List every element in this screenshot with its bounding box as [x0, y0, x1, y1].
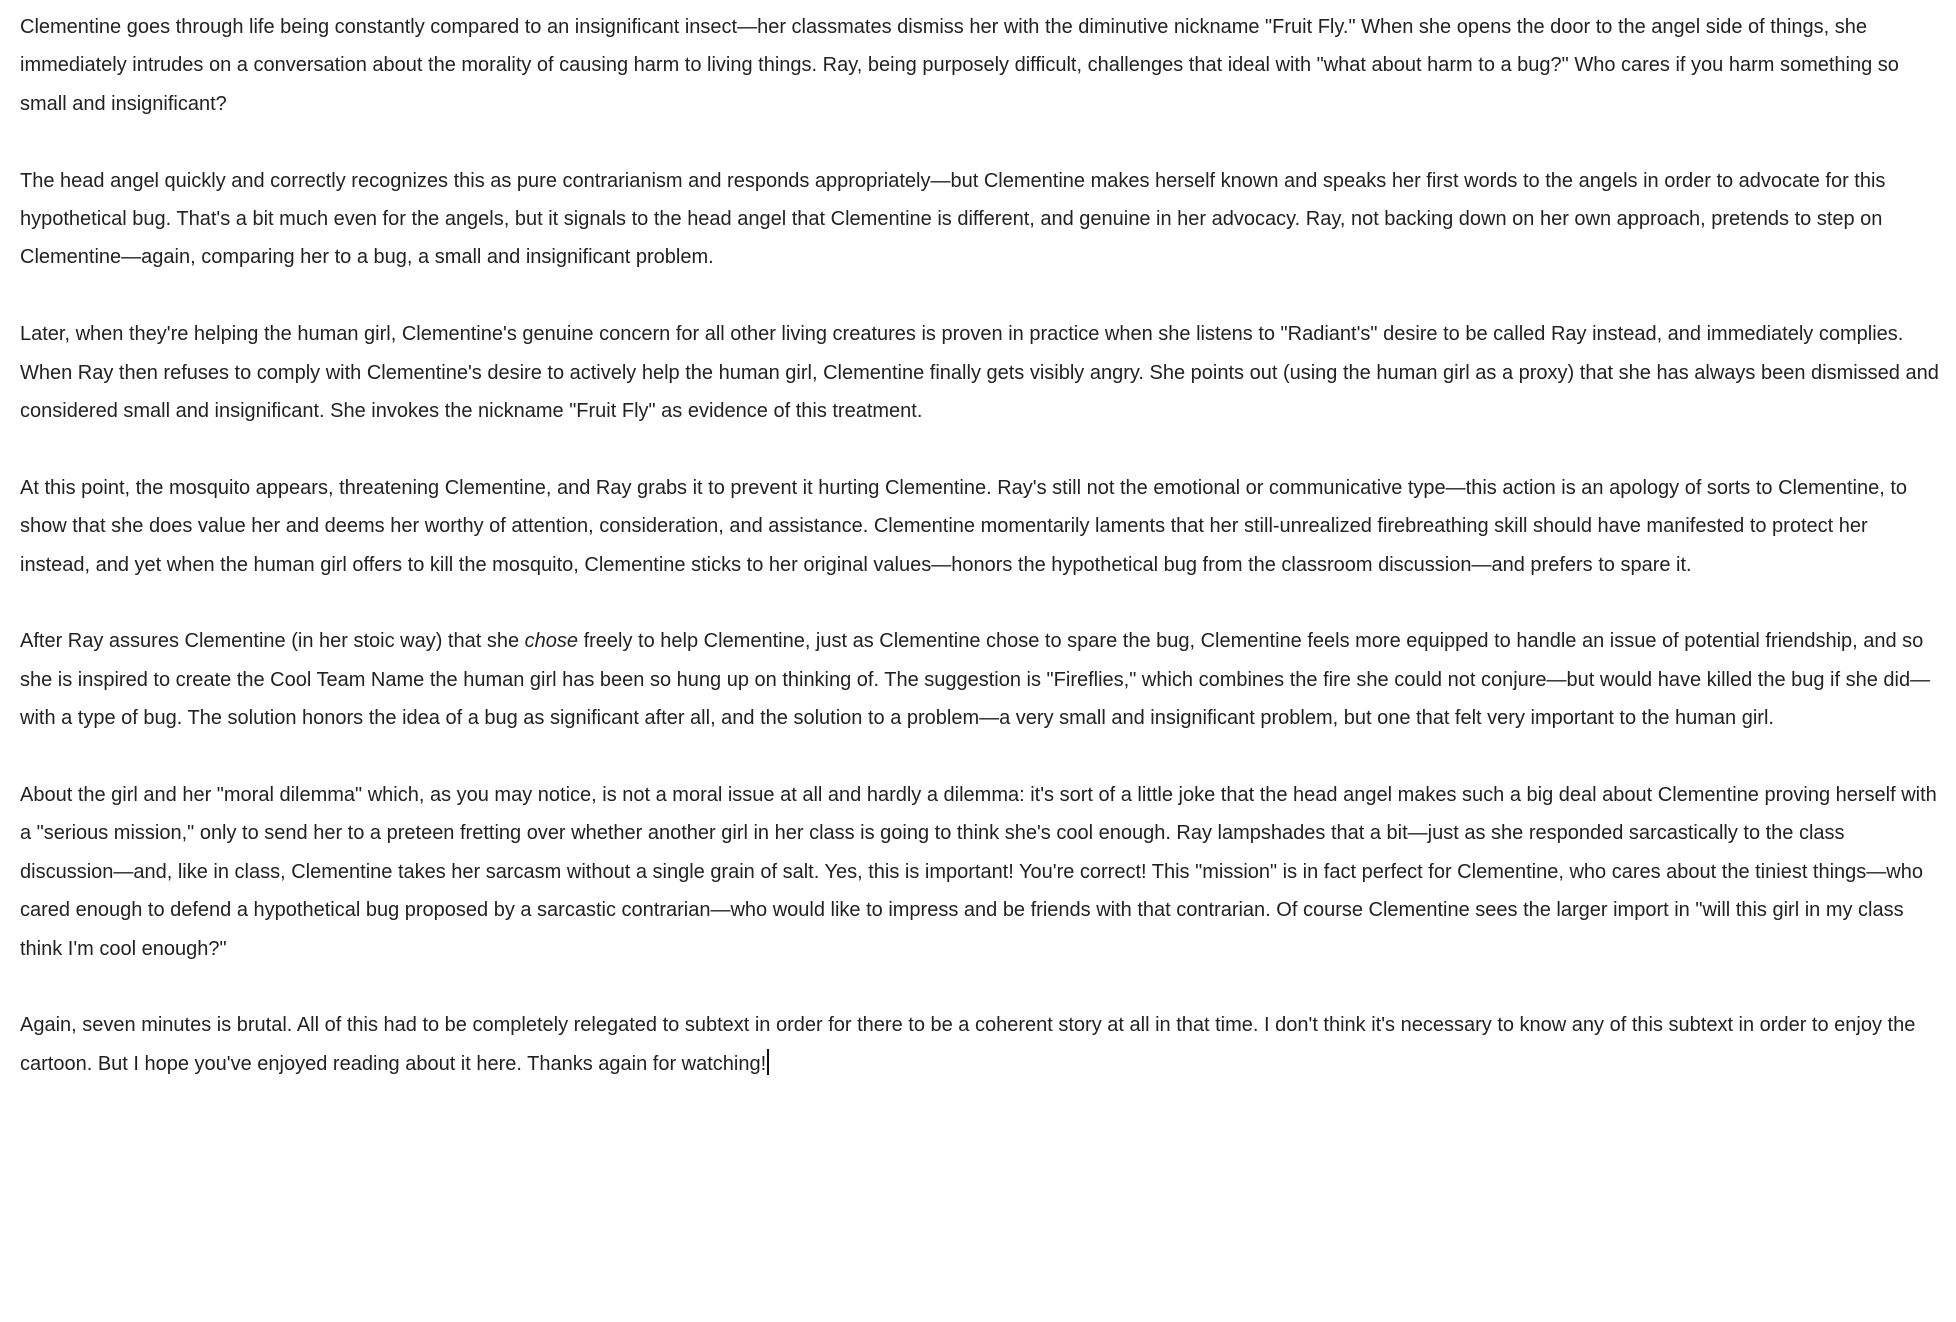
paragraph	[20, 162, 1940, 277]
text-run: At this point, the mosquito appears, threatening Clementine, and Ray grabs it to prevent it hurting Clementine. Ray's still not the emotional or communicative type—this action is an apology of sorts to Clementine, to show that she does value her and deems her worthy of attention, consideration, and assistance. Clementine momentarily laments that her still-unrealized firebreathing skill should have manifested to protect her instead, and yet when the human girl offers to kill the mosquito, Clementine sticks to her original values—honors the hypothetical bug from the classroom discussion—and prefers to spare it.	[20, 476, 1908, 576]
paragraph	[20, 315, 1940, 430]
paragraph	[20, 622, 1940, 737]
text-run: Again, seven minutes is brutal. All of this had to be completely relegated to subtext in order for there to be a coherent story at all in that time. I don't think it's necessary to know any of this subtext in order to enjoy the cartoon. But I hope you've enjoyed reading about it here. Thanks again for watching!	[20, 1014, 1916, 1075]
text-run: The head angel quickly and correctly recognizes this as pure contrarianism and responds appropriately—but Clementine makes herself known and speaks her first words to the angels in order to advocate for this hypothetical bug. That's a bit much even for the angels, but it signals to the head angel that Clementine is different, and genuine in her advocacy. Ray, not backing down on her own approach, pretends to step on Clementine—again, comparing her to a bug, a small and insignificant problem.	[20, 169, 1886, 269]
text-run: About the girl and her "moral dilemma" which, as you may notice, is not a moral issue at all and hardly a dilemma: it's sort of a little joke that the head angel makes such a big deal about Clementine proving herself with a "serious mission," only to send her to a preteen fretting over whether another girl in her class is going to think she's cool enough. Ray lampshades that a bit—just as she responded sarcastically to the class discussion—and, like in class, Clementine takes her sarcasm without a single grain of salt. Yes, this is important! You're correct! This "mission" is in fact perfect for Clementine, who cares about the tiniest things—who cared enough to defend a hypothetical bug proposed by a sarcastic contrarian—who would like to impress and be friends with that contrarian. Of course Clementine sees the larger import in "will this girl in my class think I'm cool enough?"	[20, 784, 1937, 960]
text-run: Later, when they're helping the human girl, Clementine's genuine concern for all other living creatures is proven in practice when she listens to "Radiant's" desire to be called Ray instead, and immediately complies. When Ray then refuses to comply with Clementine's desire to actively help the human girl, Clementine finally gets visibly angry. She points out (using the human girl as a proxy) that she has always been dismissed and considered small and insignificant. She invokes the nickname "Fruit Fly" as evidence of this treatment.	[20, 323, 1939, 423]
text-run: Clementine goes through life being constantly compared to an insignificant insect—her classmates dismiss her with the diminutive nickname "Fruit Fly." When she opens the door to the angel side of things, she immediately intrudes on a conversation about the morality of causing harm to living things. Ray, being purposely difficult, challenges that ideal with "what about harm to a bug?" Who cares if you harm something so small and insignificant?	[20, 16, 1899, 115]
paragraph	[20, 1006, 1940, 1083]
paragraph	[20, 776, 1940, 968]
paragraph	[20, 469, 1940, 584]
paragraph	[20, 8, 1940, 123]
italic-text-run: chose	[524, 630, 579, 653]
text-caret	[767, 1049, 769, 1075]
text-run: After Ray assures Clementine (in her stoic way) that she	[20, 630, 525, 653]
text-run: freely to help Clementine, just as Clementine chose to spare the bug, Clementine feels more equipped to handle an issue of potential friendship, and so she is inspired to create the Cool Team Name the human girl has been so hung up on thinking of. The suggestion is "Fireflies," which combines the fire she could not conjure—but would have killed the bug if she did—with a type of bug. The solution honors the idea of a bug as significant after all, and the solution to a problem—a very small and insignificant problem, but one that felt very important to the human girl.	[20, 630, 1931, 730]
